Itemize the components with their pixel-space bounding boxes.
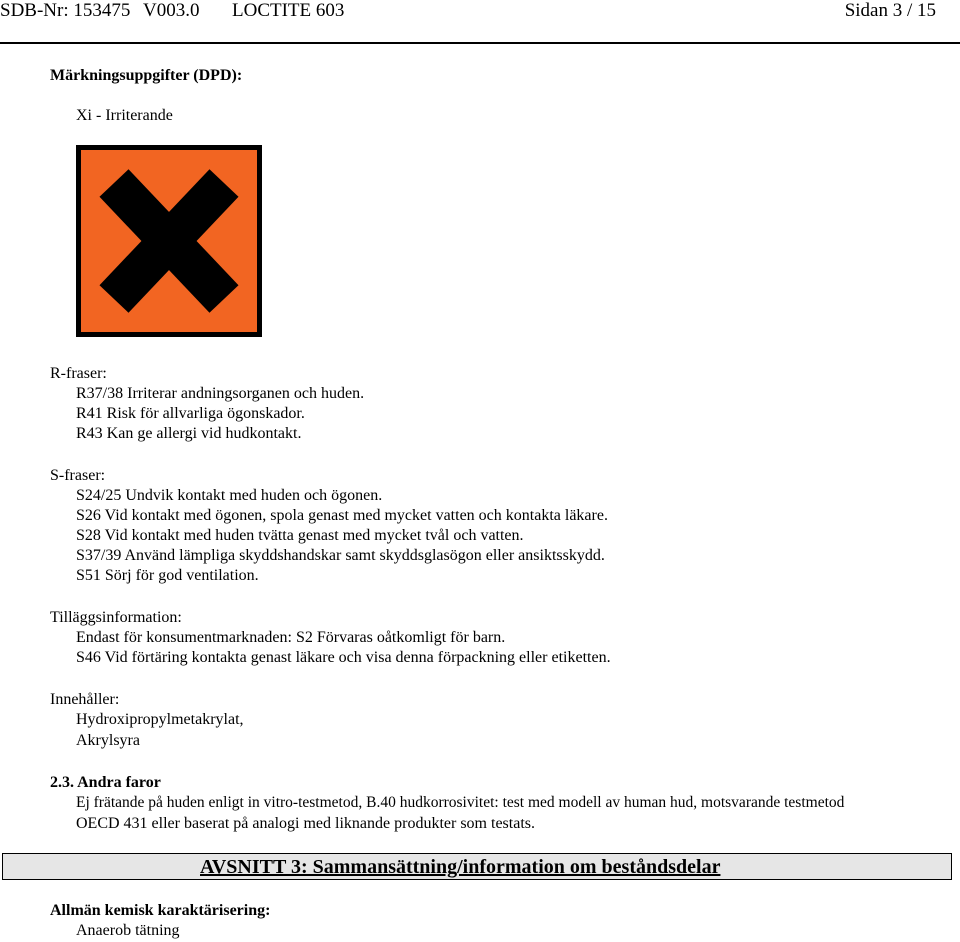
other-hazards-heading: 2.3. Andra faror — [50, 774, 161, 791]
r-phrase-item: R41 Risk för allvarliga ögonskador. — [76, 405, 305, 422]
section-3-title: AVSNITT 3: Sammansättning/information om beståndsdelar — [200, 856, 721, 878]
other-hazards-line: Ej frätande på huden enligt in vitro-testmetod, B.40 hudkorrosivitet: test med modell av human hud, motsvarande testmetod — [76, 794, 845, 811]
product-name: LOCTITE 603 — [232, 0, 345, 21]
r-phrases-heading: R-fraser: — [50, 365, 107, 382]
s-phrase-item: S26 Vid kontakt med ögonen, spola genast med mycket vatten och kontakta läkare. — [76, 507, 608, 524]
irritant-hazard-icon — [76, 145, 262, 337]
additional-info-item: S46 Vid förtäring kontakta genast läkare och visa denna förpackning eller etiketten. — [76, 649, 611, 666]
classification-text: Xi - Irriterande — [76, 107, 173, 124]
chemical-characterization-heading: Allmän kemisk karaktärisering: — [50, 902, 271, 919]
other-hazards-line: OECD 431 eller baserat på analogi med liknande produkter som testats. — [76, 815, 535, 832]
labeling-heading: Märkningsuppgifter (DPD): — [50, 67, 243, 84]
contains-heading: Innehåller: — [50, 691, 120, 708]
r-phrase-item: R43 Kan ge allergi vid hudkontakt. — [76, 425, 302, 442]
contains-item: Akrylsyra — [76, 732, 140, 749]
page-number: Sidan 3 / 15 — [844, 0, 936, 21]
doc-id: SDB-Nr: 153475 — [0, 0, 131, 21]
contains-item: Hydroxipropylmetakrylat, — [76, 711, 244, 728]
s-phrases-heading: S-fraser: — [50, 467, 106, 484]
s-phrase-item: S28 Vid kontakt med huden tvätta genast med mycket tvål och vatten. — [76, 527, 524, 544]
chemical-characterization-value: Anaerob tätning — [76, 922, 180, 939]
s-phrase-item: S24/25 Undvik kontakt med huden och ögonen. — [76, 487, 383, 504]
s-phrase-item: S37/39 Använd lämpliga skyddshandskar samt skyddsglasögon eller ansiktsskydd. — [76, 547, 605, 564]
additional-info-heading: Tilläggsinformation: — [50, 609, 182, 626]
r-phrase-item: R37/38 Irriterar andningsorganen och huden. — [76, 385, 365, 402]
s-phrase-item: S51 Sörj för god ventilation. — [76, 567, 259, 584]
header-divider — [0, 42, 960, 44]
additional-info-item: Endast för konsumentmarknaden: S2 Förvaras oåtkomligt för barn. — [76, 629, 506, 646]
doc-version: V003.0 — [143, 0, 200, 21]
